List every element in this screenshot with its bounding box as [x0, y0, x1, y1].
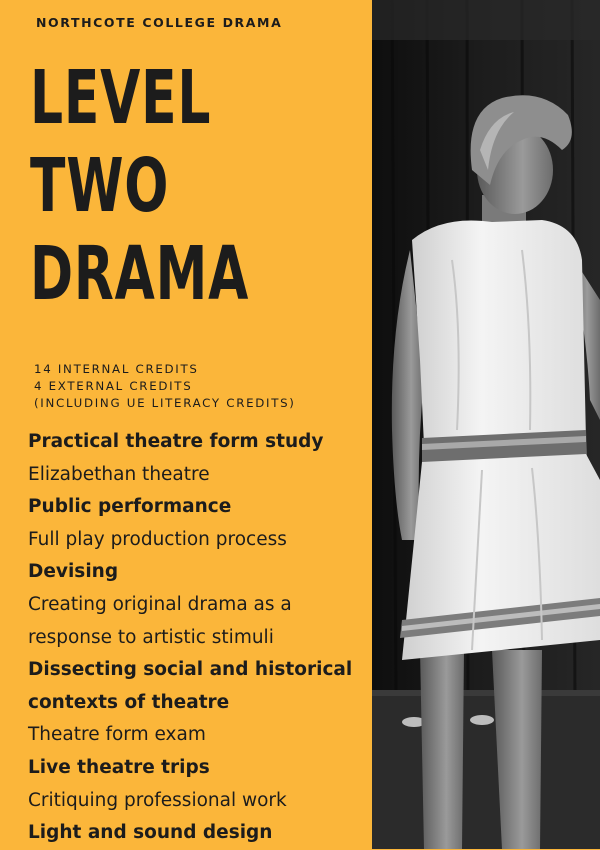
topic-item: Elizabethan theatre	[28, 463, 210, 485]
topic-item: Light and sound design	[28, 822, 273, 844]
external-credits: 4 EXTERNAL CREDITS	[34, 379, 193, 393]
title-line-1: LEVEL	[30, 55, 212, 141]
topic-item: Practical theatre form study	[28, 431, 324, 452]
topic-item: Dissecting social and historical	[28, 659, 353, 681]
topic-list	[28, 426, 368, 850]
topic-item: Full play production process	[28, 528, 287, 550]
performer-illustration	[372, 0, 600, 849]
credits-note: (INCLUDING UE LITERACY CREDITS)	[34, 396, 296, 410]
title-line-2: TWO	[30, 143, 170, 229]
topic-item: contexts of theatre	[28, 691, 230, 713]
topic-item: Devising	[28, 561, 119, 583]
topic-item: Public performance	[28, 496, 232, 518]
topic-item: response to artistic stimuli	[28, 626, 274, 648]
topic-item: Theatre form exam	[28, 724, 206, 746]
topic-item: Live theatre trips	[28, 756, 210, 778]
topic-item: Critiquing professional work	[28, 789, 287, 811]
school-name: NORTHCOTE COLLEGE DRAMA	[36, 15, 283, 30]
performer-photo	[372, 0, 600, 849]
page-title	[30, 54, 249, 318]
internal-credits: 14 INTERNAL CREDITS	[34, 362, 199, 376]
topic-item: Creating original drama as a	[28, 593, 292, 615]
title-line-3: DRAMA	[30, 231, 250, 317]
credits-info	[34, 361, 296, 412]
